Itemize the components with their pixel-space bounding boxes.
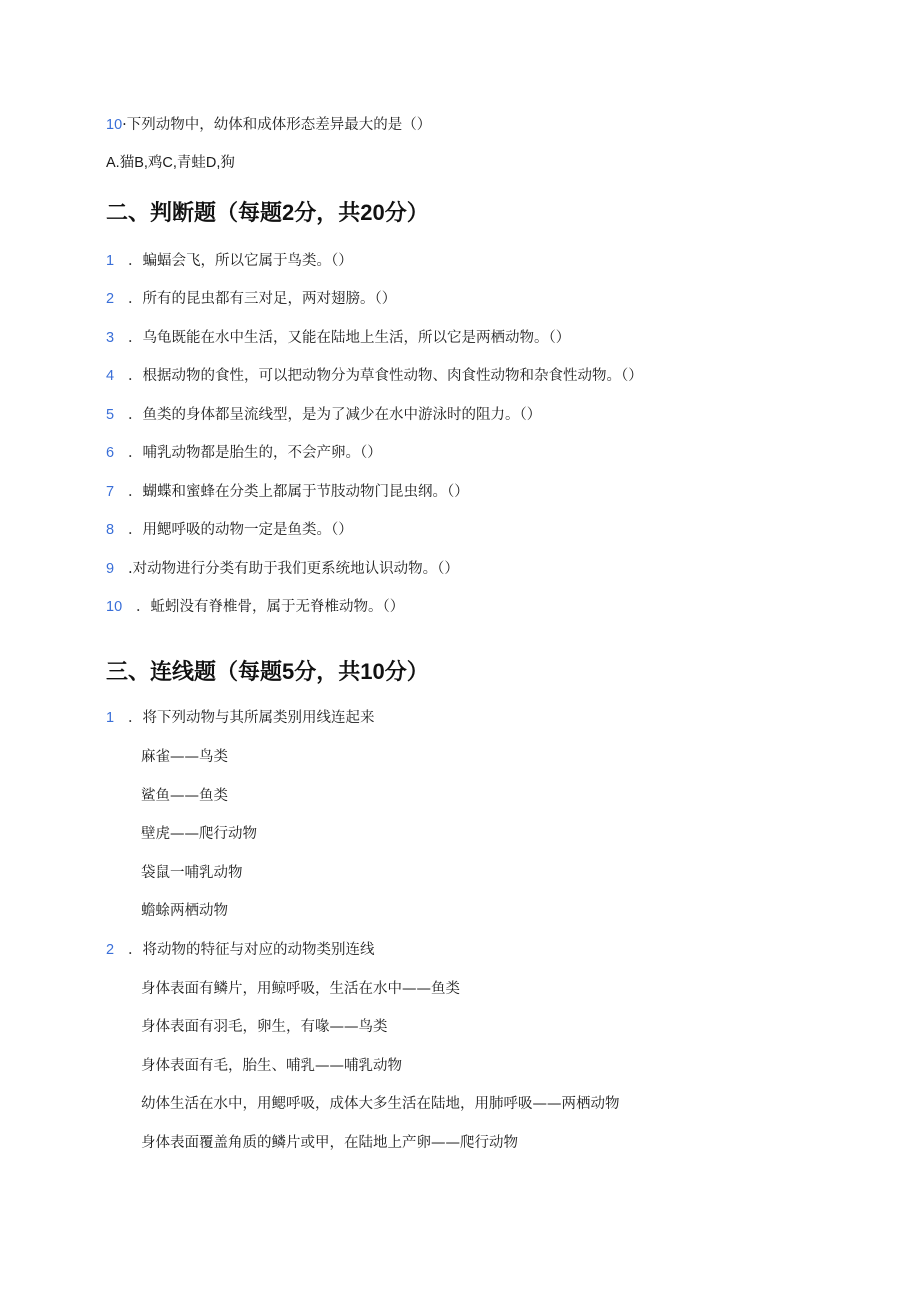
judge-item (106, 328, 570, 348)
matching-pair: 身体表面有鳞片，用鲸呼吸，生活在水中——鱼类 (141, 981, 460, 997)
item-number: 8 (106, 522, 115, 538)
item-number: 6 (106, 445, 115, 461)
item-text: ．哺乳动物都是胎生的，不会产卵。（） (128, 445, 382, 461)
judge-item (106, 405, 541, 425)
judge-item (106, 251, 353, 271)
item-number: 2 (106, 291, 115, 307)
item-number: 7 (106, 484, 115, 500)
matching-pair: 身体表面有毛，胎生、哺乳——哺乳动物 (141, 1058, 402, 1074)
judge-item (106, 520, 353, 540)
matching-pair: 袋鼠一哺乳动物 (141, 865, 243, 881)
item-number: 4 (106, 368, 115, 384)
item-number: 2 (106, 942, 115, 958)
item-number: 5 (106, 407, 115, 423)
section-3-title: 三、连线题（每题5分，共10分） (106, 659, 429, 684)
question-10-options: A.猫B,鸡C,青蛙D,狗 (106, 155, 235, 171)
question-text: 下列动物中，幼体和成体形态差异最大的是（） (126, 117, 432, 133)
item-number: 1 (106, 710, 115, 726)
item-text: ．乌龟既能在水中生活，又能在陆地上生活，所以它是两栖动物。（） (128, 330, 571, 346)
item-text: ．鱼类的身体都呈流线型，是为了减少在水中游泳时的阻力。（） (128, 407, 542, 423)
judge-item (106, 597, 404, 617)
matching-pair: 身体表面覆盖角质的鳞片或甲，在陆地上产卵——爬行动物 (141, 1135, 518, 1151)
matching-pair: 鲨鱼——鱼类 (141, 788, 228, 804)
question-number: 10 (106, 117, 123, 133)
item-number: 10 (106, 599, 123, 615)
item-text: ．将下列动物与其所属类别用线连起来 (128, 710, 375, 726)
matching-question-2 (106, 940, 375, 960)
section-2-title: 二、判断题（每题2分，共20分） (106, 200, 429, 225)
judge-item (106, 559, 459, 579)
judge-item (106, 366, 643, 386)
item-number: 9 (106, 561, 115, 577)
item-text: ．所有的昆虫都有三对足，两对翅膀。（） (128, 291, 397, 307)
item-number: 1 (106, 253, 115, 269)
item-text: ．根据动物的食性，可以把动物分为草食性动物、肉食性动物和杂食性动物。（） (128, 368, 643, 384)
matching-pair: 麻雀——鸟类 (141, 749, 228, 765)
item-number: 3 (106, 330, 115, 346)
question-10 (106, 115, 431, 135)
matching-pair: 身体表面有羽毛，卵生，有喙——鸟类 (141, 1019, 388, 1035)
matching-pair: 壁虎——爬行动物 (141, 826, 257, 842)
item-text: .对动物进行分类有助于我们更系统地认识动物。（） (128, 561, 459, 577)
item-text: ．蝴蝶和蜜蜂在分类上都属于节肢动物门昆虫纲。（） (128, 484, 469, 500)
judge-item (106, 443, 382, 463)
item-text: ．蚯蚓没有脊椎骨，属于无脊椎动物。（） (136, 599, 405, 615)
item-text: ．用鳃呼吸的动物一定是鱼类。（） (128, 522, 353, 538)
judge-item (106, 482, 469, 502)
matching-pair: 幼体生活在水中，用鳃呼吸，成体大多生活在陆地，用肺呼吸——两栖动物 (141, 1096, 620, 1112)
matching-question-1 (106, 708, 375, 728)
judge-item (106, 289, 396, 309)
item-text: ．蝙蝠会飞，所以它属于鸟类。（） (128, 253, 353, 269)
question-separator: · (122, 117, 127, 133)
item-text: ．将动物的特征与对应的动物类别连线 (128, 942, 375, 958)
matching-pair: 蟾蜍两栖动物 (141, 903, 228, 919)
